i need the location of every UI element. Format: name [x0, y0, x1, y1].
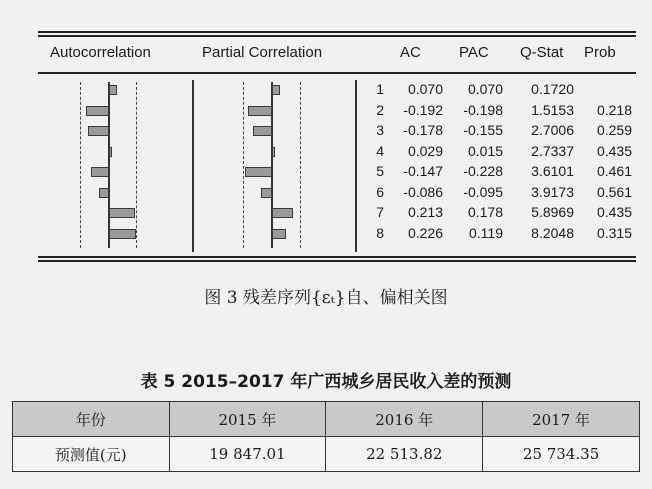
pac-cell-lag-1: 0.070 — [467, 81, 503, 97]
pac-bar-lag-5 — [245, 167, 272, 177]
value-2017: 25 734.35 — [483, 437, 640, 472]
pac-cell-lag-2: -0.198 — [463, 101, 503, 118]
ac-band-upper — [136, 82, 137, 248]
prob-cell-lag-4: 0.435 — [596, 142, 632, 159]
lag-cell-lag-7: 7 — [376, 204, 384, 220]
lag-cell-lag-3: 3 — [376, 122, 384, 138]
row-label: 预测值(元) — [13, 437, 170, 472]
header-pac: PAC — [459, 44, 489, 61]
pac-cell-lag-7: 0.178 — [467, 204, 503, 220]
header-rule — [38, 72, 636, 74]
header-ac: AC — [400, 44, 421, 61]
lag-cell-lag-4: 4 — [376, 142, 384, 159]
plot-separator-left — [192, 80, 194, 252]
header-cell-2017: 2017 年 — [483, 402, 640, 437]
qstat-cell-lag-6: 3.9173 — [531, 183, 574, 200]
qstat-cell-lag-7: 5.8969 — [531, 204, 574, 220]
lag-cell-lag-2: 2 — [376, 101, 384, 118]
top-rule — [38, 31, 636, 33]
ac-bar-lag-1 — [109, 85, 117, 95]
qstat-cell-lag-2: 1.5153 — [531, 101, 574, 118]
ac-cell-lag-8: 0.226 — [407, 224, 443, 241]
pac-cell-lag-5: -0.228 — [463, 163, 503, 179]
prob-cell-lag-3: 0.259 — [596, 122, 632, 138]
bottom-rule-2 — [38, 260, 636, 262]
ac-cell-lag-7: 0.213 — [407, 204, 443, 220]
pac-band-upper — [300, 82, 301, 248]
table-data-row — [13, 437, 640, 472]
ac-bar-lag-7 — [109, 208, 135, 218]
header-cell-year: 年份 — [13, 402, 170, 437]
ac-cell-lag-4: 0.029 — [407, 142, 443, 159]
pac-bar-lag-2 — [248, 106, 272, 116]
pac-band-lower — [243, 82, 244, 248]
qstat-cell-lag-5: 3.6101 — [531, 163, 574, 179]
header-autocorrelation: Autocorrelation — [50, 44, 151, 61]
pac-cell-lag-3: -0.155 — [463, 122, 503, 138]
prob-cell-lag-7: 0.435 — [596, 204, 632, 220]
pac-cell-lag-4: 0.015 — [467, 142, 503, 159]
ac-bar-lag-8 — [109, 229, 136, 239]
bottom-rule — [38, 256, 636, 258]
ac-band-lower — [80, 82, 81, 248]
ac-bar-lag-4 — [109, 147, 112, 157]
lag-cell-lag-6: 6 — [376, 183, 384, 200]
top-rule-2 — [38, 35, 636, 37]
ac-cell-lag-3: -0.178 — [403, 122, 443, 138]
pac-bar-lag-7 — [272, 208, 293, 218]
header-partial-correlation: Partial Correlation — [202, 44, 323, 61]
ac-cell-lag-6: -0.086 — [403, 183, 443, 200]
ac-bar-lag-3 — [88, 126, 109, 136]
ac-cell-lag-2: -0.192 — [403, 101, 443, 118]
pac-bar-lag-8 — [272, 229, 286, 239]
qstat-cell-lag-1: 0.1720 — [531, 81, 574, 97]
qstat-cell-lag-8: 8.2048 — [531, 224, 574, 241]
pac-bar-lag-3 — [253, 126, 272, 136]
lag-cell-lag-5: 5 — [376, 163, 384, 179]
qstat-cell-lag-4: 2.7337 — [531, 142, 574, 159]
lag-cell-lag-1: 1 — [376, 81, 384, 97]
pac-bar-lag-6 — [261, 188, 272, 198]
header-qstat: Q-Stat — [520, 44, 564, 61]
ac-bar-lag-2 — [86, 106, 109, 116]
table-header-row — [13, 402, 640, 437]
pac-cell-lag-8: 0.119 — [469, 224, 503, 241]
pac-bar-lag-4 — [272, 147, 275, 157]
figure-caption: 图 3 残差序列{εₜ}自、偏相关图 — [204, 288, 448, 308]
pac-cell-lag-6: -0.095 — [463, 183, 503, 200]
ac-cell-lag-1: 0.070 — [407, 81, 443, 97]
pac-bar-lag-1 — [272, 85, 280, 95]
prob-cell-lag-8: 0.315 — [596, 224, 632, 241]
prob-cell-lag-2: 0.218 — [596, 101, 632, 118]
header-cell-2015: 2015 年 — [169, 402, 326, 437]
ac-cell-lag-5: -0.147 — [403, 163, 443, 179]
prob-cell-lag-5: 0.461 — [596, 163, 632, 179]
prediction-table — [12, 401, 640, 472]
ac-bar-lag-6 — [99, 188, 109, 198]
qstat-cell-lag-3: 2.7006 — [531, 122, 574, 138]
value-2015: 19 847.01 — [169, 437, 326, 472]
ac-bar-lag-5 — [91, 167, 109, 177]
table-title: 表 5 2015–2017 年广西城乡居民收入差的预测 — [140, 372, 512, 392]
header-prob: Prob — [584, 44, 616, 61]
header-cell-2016: 2016 年 — [326, 402, 483, 437]
prob-cell-lag-6: 0.561 — [596, 183, 632, 200]
lag-cell-lag-8: 8 — [376, 224, 384, 241]
value-2016: 22 513.82 — [326, 437, 483, 472]
